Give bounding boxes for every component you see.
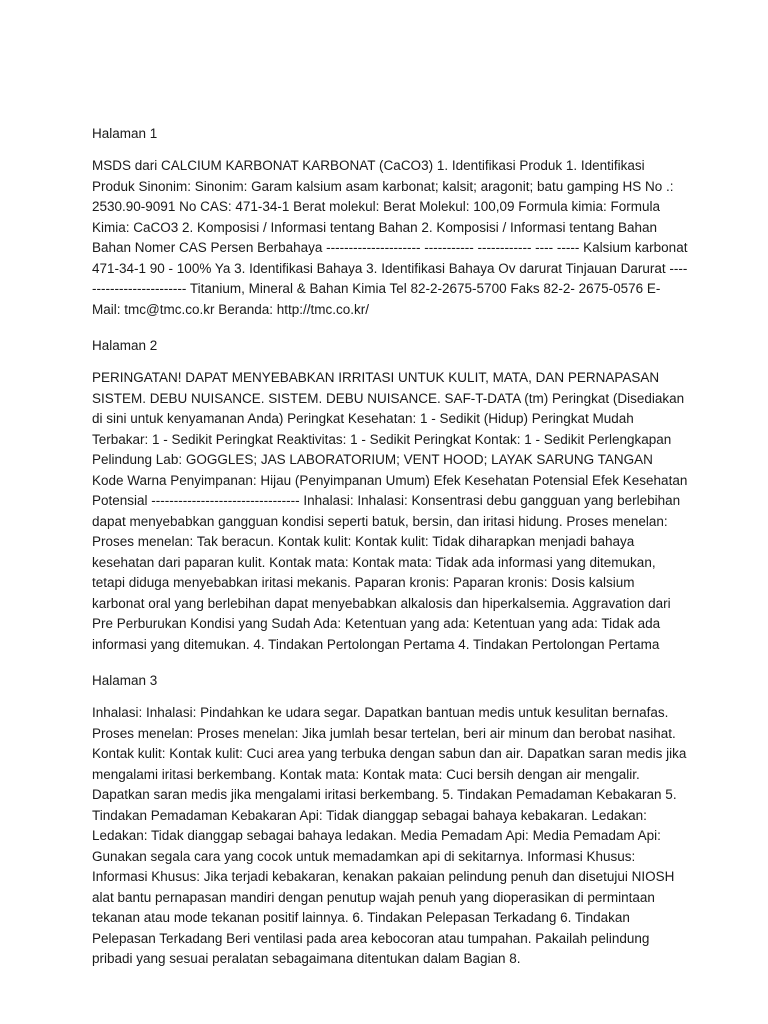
- page-heading: Halaman 2: [92, 338, 158, 353]
- section-page-2: [92, 336, 688, 655]
- section-page-3: [92, 671, 688, 970]
- section-page-1: [92, 124, 688, 320]
- page-body-text: MSDS dari CALCIUM KARBONAT KARBONAT (CaCO3) 1. Identifikasi Produk 1. Identifikasi Produk Sinonim: Sinonim: Garam kalsium asam karbonat; kalsit; aragonit; batu gamping HS No .: 2530.90-9091 No CAS: 471-34-1 Berat molekul: Berat Molekul: 100,09 Formula kimia: Formula Kimia: CaCO3 2. Komposisi / Informasi tentang Bahan 2. Komposisi / Informasi tentang Bahan Bahan Nomer CAS Persen Berbahaya --------------------- ----------- ------------ ---- ----- Kalsium karbonat 471-34-1 90 - 100% Ya 3. Identifikasi Bahaya 3. Identifikasi Bahaya Ov darurat Tinjauan Darurat ------------------------- Titanium, Mineral & Bahan Kimia Tel 82-2-2675-5700 Faks 82-2- 2675-0576 E-Mail: tmc@tmc.co.kr Beranda: http://tmc.co.kr/: [92, 158, 688, 317]
- page-body-text: PERINGATAN! DAPAT MENYEBABKAN IRRITASI UNTUK KULIT, MATA, DAN PERNAPASAN SISTEM. DEBU NUISANCE. SISTEM. DEBU NUISANCE. SAF-T-DATA (tm) Peringkat (Disediakan di sini untuk kenyamanan Anda) Peringkat Kesehatan: 1 - Sedikit (Hidup) Peringkat Mudah Terbakar: 1 - Sedikit Peringkat Reaktivitas: 1 - Sedikit Peringkat Kontak: 1 - Sedikit Perlengkapan Pelindung Lab: GOGGLES; JAS LABORATORIUM; VENT HOOD; LAYAK SARUNG TANGAN Kode Warna Penyimpanan: Hijau (Penyimpanan Umum) Efek Kesehatan Potensial Efek Kesehatan Potensial --------------------------------- Inhalasi: Inhalasi: Konsentrasi debu gangguan yang berlebihan dapat menyebabkan gangguan kondisi seperti batuk, bersin, dan iritasi hidung. Proses menelan: Proses menelan: Tak beracun. Kontak kulit: Kontak kulit: Tidak diharapkan menjadi bahaya kesehatan dari paparan kulit. Kontak mata: Kontak mata: Tidak ada informasi yang ditemukan, tetapi diduga menyebabkan iritasi mekanis. Paparan kronis: Paparan kronis: Dosis kalsium karbonat oral yang berlebihan dapat menyebabkan alkalosis dan hiperkalsemia. Aggravation dari Pre Perburukan Kondisi yang Sudah Ada: Ketentuan yang ada: Ketentuan yang ada: Tidak ada informasi yang ditemukan. 4. Tindakan Pertolongan Pertama 4. Tindakan Pertolongan Pertama: [92, 370, 688, 652]
- page-body-text: Inhalasi: Inhalasi: Pindahkan ke udara segar. Dapatkan bantuan medis untuk kesulitan bernafas. Proses menelan: Proses menelan: Jika jumlah besar tertelan, beri air minum dan berobat nasihat. Kontak kulit: Kontak kulit: Cuci area yang terbuka dengan sabun dan air. Dapatkan saran medis jika mengalami iritasi berkembang. Kontak mata: Kontak mata: Cuci bersih dengan air mengalir. Dapatkan saran medis jika mengalami iritasi berkembang. 5. Tindakan Pemadaman Kebakaran 5. Tindakan Pemadaman Kebakaran Api: Tidak dianggap sebagai bahaya kebakaran. Ledakan: Ledakan: Tidak dianggap sebagai bahaya ledakan. Media Pemadam Api: Media Pemadam Api: Gunakan segala cara yang cocok untuk memadamkan api di sekitarnya. Informasi Khusus: Informasi Khusus: Jika terjadi kebakaran, kenakan pakaian pelindung penuh dan disetujui NIOSH alat bantu pernapasan mandiri dengan penutup wajah penuh yang dioperasikan di permintaan tekanan atau mode tekanan positif lainnya. 6. Tindakan Pelepasan Terkadang 6. Tindakan Pelepasan Terkadang Beri ventilasi pada area kebocoran atau tumpahan. Pakailah pelindung pribadi yang sesuai peralatan sebagaimana ditentukan dalam Bagian 8.: [92, 705, 687, 966]
- page-heading: Halaman 3: [92, 673, 158, 688]
- page-heading: Halaman 1: [92, 126, 158, 141]
- document-page: [92, 124, 688, 986]
